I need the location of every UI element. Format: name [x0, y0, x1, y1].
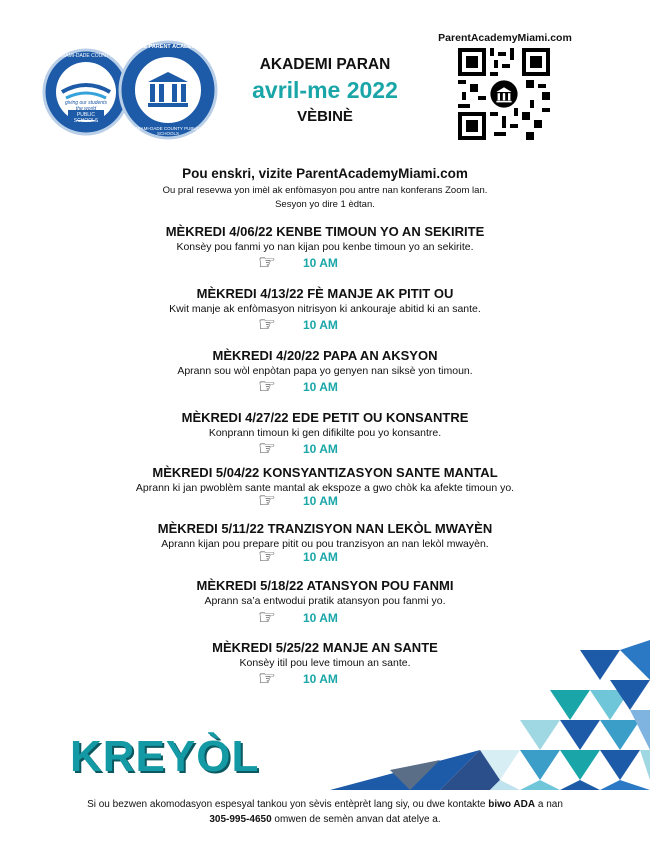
session-description: Konsèy pou fanmi yo nan kijan pou kenbe timoun yo an sekirite.	[176, 241, 474, 253]
session-time-row	[0, 440, 650, 460]
session-time: 10 AM	[303, 494, 338, 508]
session-description: Kwit manje ak enfòmasyon nitrisyon ki ankouraje abitid ki an sante.	[169, 303, 481, 315]
website-url[interactable]: ParentAcademyMiami.com	[438, 32, 572, 44]
session-time-row	[0, 548, 650, 568]
session-time-row	[0, 378, 650, 398]
decorative-triangle-mosaic	[330, 640, 650, 800]
mdcps-logo	[42, 48, 130, 136]
footer-text: a nan	[535, 799, 563, 810]
session-time: 10 AM	[303, 611, 338, 625]
session-time: 10 AM	[303, 550, 338, 564]
month-title: avril-me 2022	[252, 77, 398, 103]
session-time: 10 AM	[303, 318, 338, 332]
session-description: Aprann ki jan pwoblèm sante mantal ak ekspoze a gwo chòk ka afekte timoun yo.	[135, 482, 515, 494]
session-heading: MÈKREDI 5/18/22 ATANSYON POU FANMI	[196, 578, 454, 593]
session-description: Konsèy itil pou leve timoun an sante.	[239, 657, 411, 669]
webinar-title: VÈBINÈ	[297, 108, 353, 125]
registration-title: Pou enskri, vizite ParentAcademyMiami.com	[182, 166, 468, 181]
session-heading: MÈKREDI 4/13/22 FÈ MANJE AK PITIT OU	[196, 286, 454, 301]
ada-office-text: biwo ADA	[488, 799, 536, 810]
session-time: 10 AM	[303, 442, 338, 456]
language-label: KREYÒL	[70, 732, 260, 781]
session-time: 10 AM	[303, 380, 338, 394]
session-heading: MÈKREDI 4/20/22 PAPA AN AKSYON	[212, 348, 438, 363]
pointing-hand-icon: ☞	[258, 546, 276, 568]
ada-phone-number: 305-995-4650	[209, 814, 272, 825]
academy-title: AKADEMI PARAN	[259, 56, 391, 73]
session-description: Aprann kijan pou prepare pitit ou pou tranzisyon an nan lekòl mwayèn.	[161, 538, 489, 550]
registration-line-2: Sesyon yo dire 1 èdtan.	[275, 199, 375, 210]
session-time-row	[0, 316, 650, 336]
pointing-hand-icon: ☞	[258, 668, 276, 690]
session-heading: MÈKREDI 5/25/22 MANJE AN SANTE	[212, 640, 438, 655]
pointing-hand-icon: ☞	[258, 607, 276, 629]
session-time: 10 AM	[303, 256, 338, 270]
session-time-row	[0, 609, 650, 629]
parent-academy-logo	[118, 40, 218, 140]
footer-text: Si ou bezwen akomodasyon espesyal tankou yon sèvis entèprèt lang siy, ou dwe kontakte	[87, 799, 489, 810]
session-time-row	[0, 254, 650, 274]
pointing-hand-icon: ☞	[258, 314, 276, 336]
session-time: 10 AM	[303, 672, 338, 686]
parent-academy-ring-text: THE PARENT ACADEMY	[136, 44, 200, 50]
pointing-hand-icon: ☞	[258, 252, 276, 274]
footer-line-2	[0, 814, 650, 825]
session-description: Aprann sa’a entwodui pratik atansyon pou fanmi yo.	[204, 595, 446, 607]
mdcps-tagline: giving our students the world	[65, 100, 107, 112]
pointing-hand-icon: ☞	[258, 438, 276, 460]
pointing-hand-icon: ☞	[258, 490, 276, 512]
session-description: Konprann timoun ki gen difikilte pou yo konsantre.	[208, 427, 442, 439]
registration-line-1: Ou pral resevwa yon imèl ak enfòmasyon pou antre nan konferans Zoom lan.	[162, 185, 488, 196]
session-heading: MÈKREDI 4/27/22 EDE PETIT OU KONSANTRE	[181, 410, 469, 425]
pointing-hand-icon: ☞	[258, 376, 276, 398]
session-heading: MÈKREDI 4/06/22 KENBE TIMOUN YO AN SEKIRITE	[165, 224, 485, 239]
session-heading: MÈKREDI 5/11/22 TRANZISYON NAN LEKÒL MWAYÈN	[157, 521, 493, 536]
parent-academy-bottom-text: MIAMI-DADE COUNTY PUBLIC SCHOOLS	[135, 126, 201, 136]
mdcps-ring-text: MIAMI-DADE COUNTY	[59, 53, 113, 59]
footer-text: omwen de semèn anvan dat atelye a.	[271, 814, 441, 825]
session-heading: MÈKREDI 5/04/22 KONSYANTIZASYON SANTE MANTAL	[152, 465, 498, 480]
footer-line-1	[0, 799, 650, 810]
session-time-row	[0, 492, 650, 512]
session-description: Aprann sou wòl enpòtan papa yo genyen nan siksè yon timoun.	[177, 365, 473, 377]
mdcps-bottom-text: PUBLIC SCHOOLS	[73, 112, 99, 124]
qr-code[interactable]	[458, 48, 550, 140]
